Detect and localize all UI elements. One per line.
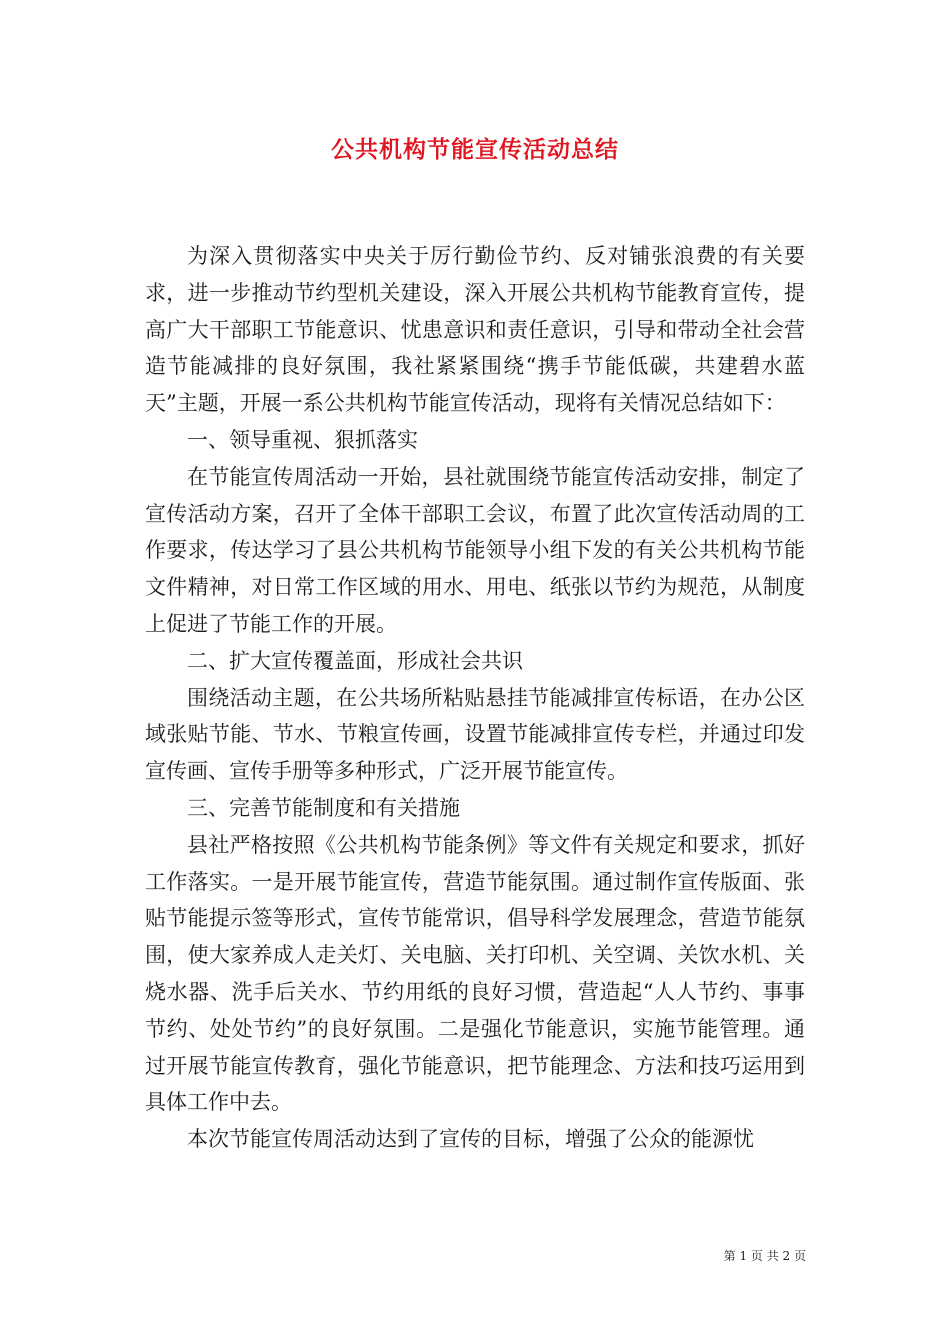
page-number-footer: 第 1 页 共 2 页 [723,1249,806,1263]
document-title: 公共机构节能宣传活动总结 [331,136,619,163]
intro-paragraph: 为深入贯彻落实中央关于厉行勤俭节约、反对铺张浪费的有关要求，进一步推动节约型机关建设，深入开展公共机构节能教育宣传，提高广大干部职工节能意识、忧患意识和责任意识，引导和带动全社会营造节能减排的良好氛围，我社紧紧围绕“携手节能低碳，共建碧水蓝天”主题，开展一系公共机构节能宣传活动，现将有关情况总结如下： [145,244,805,416]
closing-paragraph: 本次节能宣传周活动达到了宣传的目标，增强了公众的能源忧 [187,1127,754,1152]
section-heading-2: 二、扩大宣传覆盖面，形成社会共识 [187,648,523,673]
section-1-paragraph: 在节能宣传周活动一开始，县社就围绕节能宣传活动安排，制定了宣传活动方案，召开了全体干部职工会议，布置了此次宣传活动周的工作要求，传达学习了县公共机构节能领导小组下发的有关公共机构节能文件精神，对日常工作区域的用水、用电、纸张以节约为规范，从制度上促进了节能工作的开展。 [145,464,805,636]
section-heading-1: 一、领导重视、狠抓落实 [187,427,418,452]
section-3-paragraph: 县社严格按照《公共机构节能条例》等文件有关规定和要求，抓好工作落实。一是开展节能宣传，营造节能氛围。通过制作宣传版面、张贴节能提示签等形式，宣传节能常识，倡导科学发展理念，营造节能氛围，使大家养成人走关灯、关电脑、关打印机、关空调、关饮水机、关烧水器、洗手后关水、节约用纸的良好习惯，营造起“人人节约、事事节约、处处节约”的良好氛围。二是强化节能意识，实施节能管理。通过开展节能宣传教育，强化节能意识，把节能理念、方法和技巧运用到具体工作中去。 [145,832,805,1115]
section-heading-3: 三、完善节能制度和有关措施 [187,795,460,820]
document-body [145,238,805,1158]
section-2-paragraph: 围绕活动主题，在公共场所粘贴悬挂节能减排宣传标语，在办公区域张贴节能、节水、节粮宣传画，设置节能减排宣传专栏，并通过印发宣传画、宣传手册等多种形式，广泛开展节能宣传。 [145,685,805,784]
